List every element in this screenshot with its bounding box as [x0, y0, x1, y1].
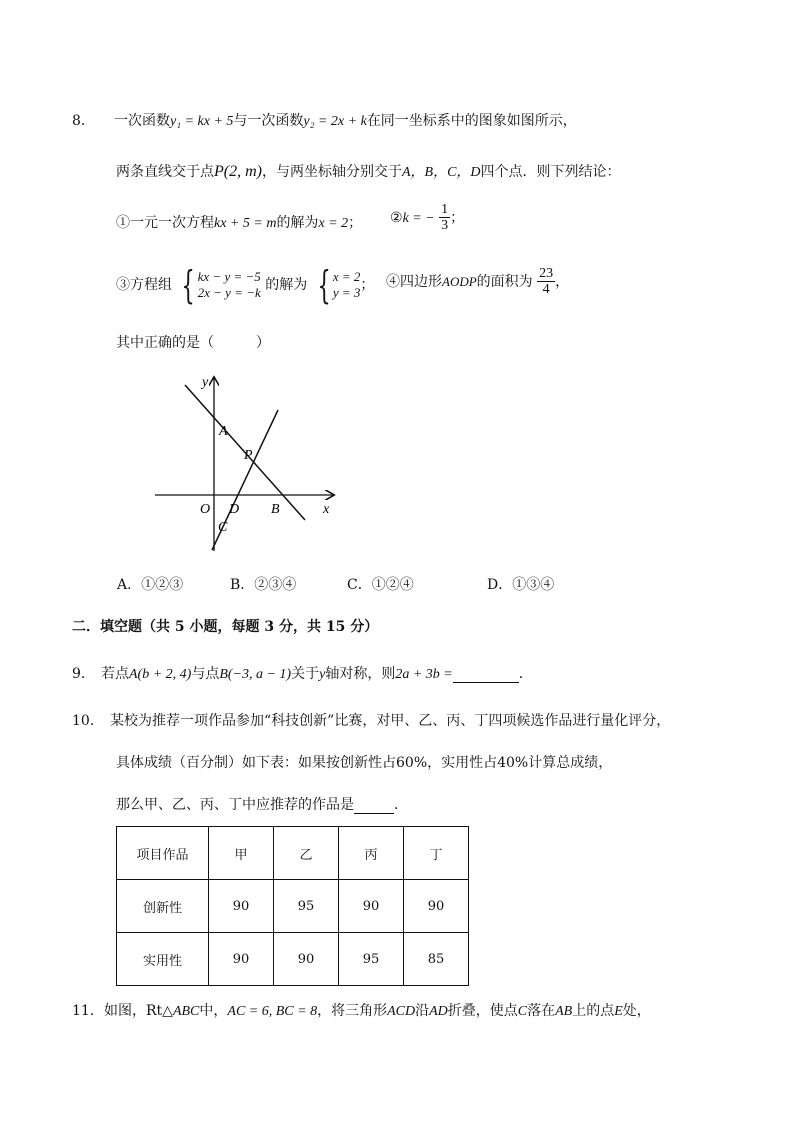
q8-number: 8．	[72, 113, 95, 129]
table-row	[117, 933, 469, 986]
option-c[interactable]: C．①②④	[347, 577, 414, 593]
label-x: x	[323, 502, 330, 517]
q9-number: 9．	[72, 666, 95, 682]
table-row	[117, 880, 469, 933]
option-b[interactable]: B．②③④	[230, 577, 297, 593]
table-cell: 90	[209, 933, 274, 986]
q8-figure	[150, 368, 350, 553]
q8-line1: 一次函数y₁ = kx + 5与一次函数y₂ = 2x + k在同一坐标系中的图象如图所示，	[114, 113, 577, 129]
table-cell: 85	[404, 933, 469, 986]
label-O: O	[200, 502, 211, 517]
q9-text: 若点A(b + 2, 4)与点B(−3, a − 1)关于y轴对称，则2a + 3b = ．	[101, 666, 533, 682]
option-d[interactable]: D．①③④	[487, 577, 555, 593]
table-header-row	[117, 827, 469, 880]
table-cell: 实用性	[117, 933, 209, 986]
section-title: 二．填空题（共 5 小题，每题 3 分，共 15 分）	[72, 619, 379, 635]
q11-text: 如图，Rt△ABC中，AC = 6, BC = 8，将三角形ACD沿AD折叠，使点C落在AB上的点E处，	[104, 1003, 651, 1019]
table-cell: 丁	[404, 827, 469, 880]
option-a[interactable]: A．①②③	[117, 577, 184, 593]
table-cell: 甲	[209, 827, 274, 880]
table-cell: 乙	[274, 827, 339, 880]
table-cell: 丙	[339, 827, 404, 880]
q8-line2: 两条直线交于点P(2, m)，与两坐标轴分别交于A，B，C，D四个点．则下列结论：	[116, 163, 621, 180]
label-B: B	[271, 502, 280, 517]
q10-number: 10．	[72, 713, 104, 729]
solution-system: { x = 2 y = 3	[317, 263, 361, 307]
fraction-one-third: $\frac{1}{3}$	[441, 202, 449, 234]
q9-answer-blank[interactable]	[453, 666, 519, 683]
table-cell: 95	[274, 880, 339, 933]
table-cell: 90	[339, 880, 404, 933]
label-D: D	[229, 502, 240, 517]
label-y: y	[202, 375, 209, 390]
table-cell: 90	[274, 933, 339, 986]
q10-line2: 具体成绩（百分制）如下表：如果按创新性占60%，实用性占40%计算总成绩，	[116, 755, 613, 771]
table-cell: 项目作品	[117, 827, 209, 880]
q8-conclusion-4: ④四边形AODP的面积为 $\frac{23}{4}$ ，	[386, 266, 570, 298]
score-table	[116, 826, 469, 986]
label-C: C	[218, 520, 228, 535]
q10-line3: 那么甲、乙、丙、丁中应推荐的作品是 ．	[116, 797, 408, 813]
table-cell: 90	[209, 880, 274, 933]
fraction-23-4: $\frac{23}{4}$	[539, 266, 554, 298]
label-P: P	[244, 448, 253, 463]
table-cell: 90	[404, 880, 469, 933]
equation-system: { kx − y = −5 2x − y = −k	[181, 263, 261, 307]
q8-conclusion-3: ③方程组 { kx − y = −5 2x − y = −k 的解为 { x = 2 y = 3 ；	[116, 263, 375, 307]
q8-question: 其中正确的是（ ）	[116, 335, 270, 351]
table-cell: 创新性	[117, 880, 209, 933]
q11-number: 11．	[72, 1003, 104, 1019]
q8-conclusion-1: ①一元一次方程kx + 5 = m的解为x = 2；	[116, 215, 363, 231]
label-A: A	[219, 424, 228, 439]
table-cell: 95	[339, 933, 404, 986]
q10-line1: 某校为推荐一项作品参加“科技创新”比赛，对甲、乙、丙、丁四项候选作品进行量化评分，	[110, 713, 671, 729]
q8-conclusion-2: ②k = − $\frac{1}{3}$ ；	[390, 202, 465, 234]
q10-answer-blank[interactable]	[354, 797, 394, 814]
